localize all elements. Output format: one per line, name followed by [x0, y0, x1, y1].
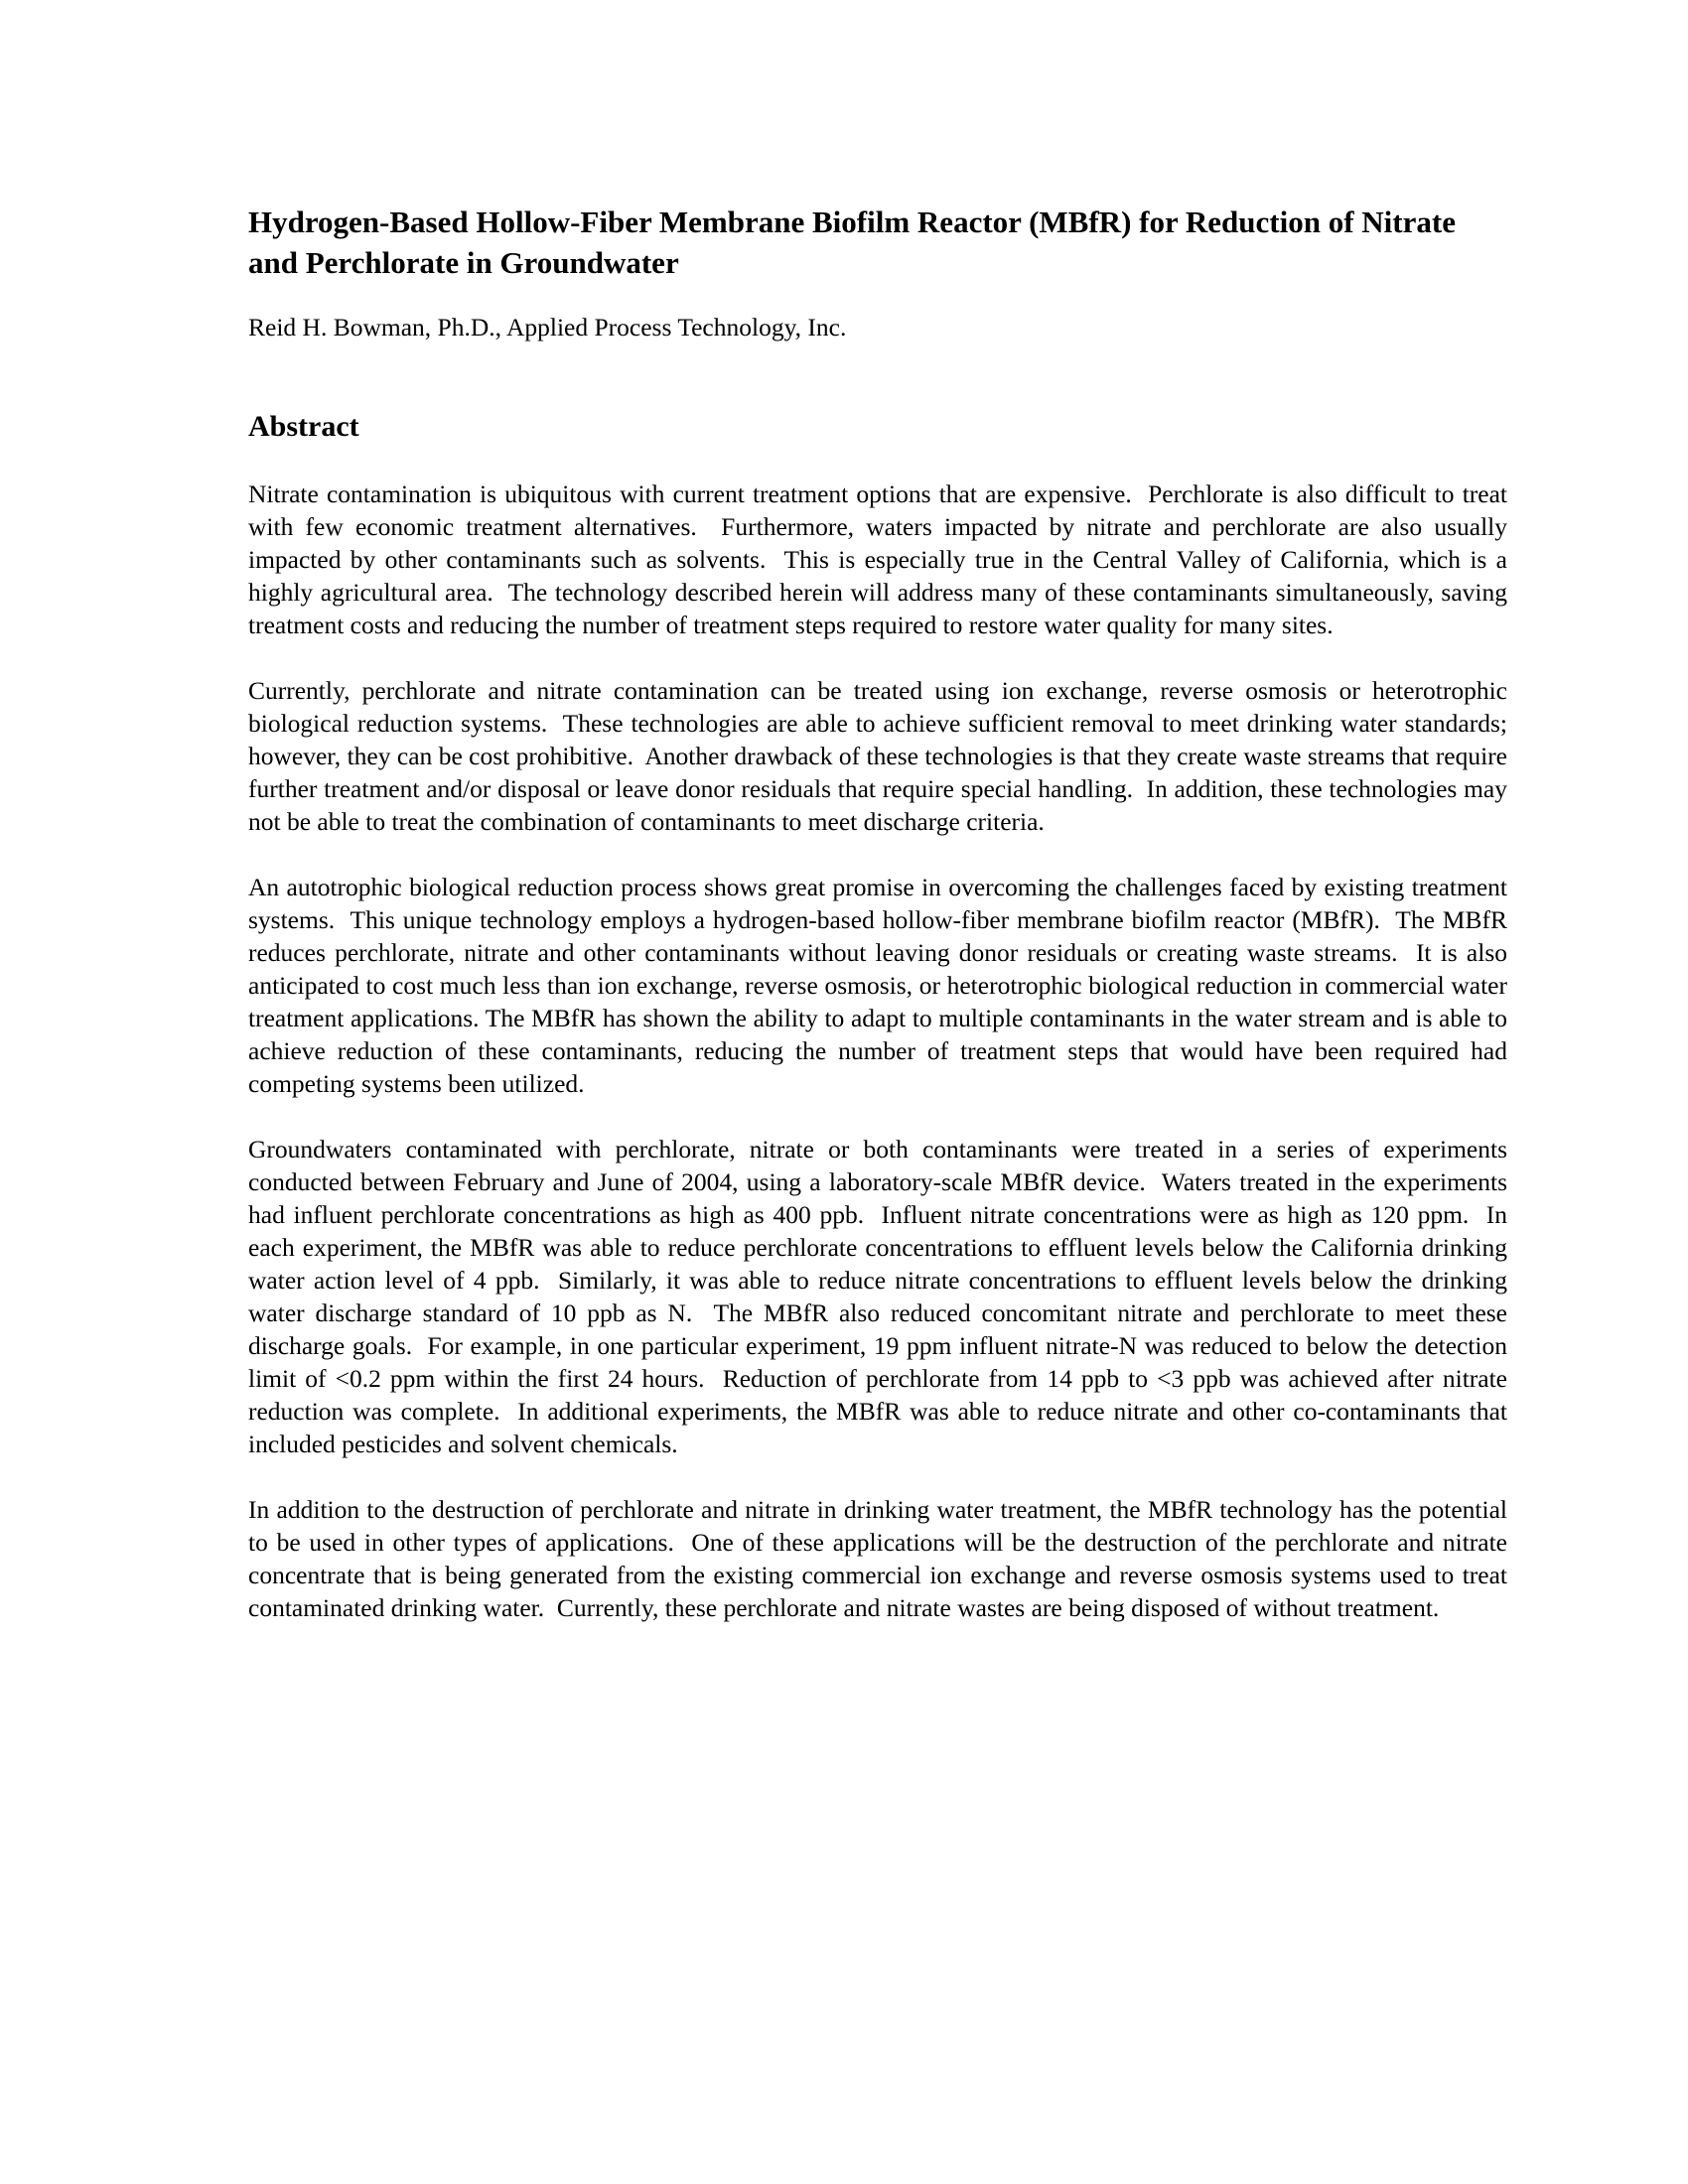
abstract-paragraph-2: Currently, perchlorate and nitrate contamination can be treated using ion exchange, reverse osmosis or heterotrophic biological reduction systems. These technologies are able to achieve sufficient removal to meet drinking water standards; however, they can be cost prohibitive. Another drawback of these technologies is that they create waste streams that require further treatment and/or disposal or leave donor residuals that require special handling. In addition, these technologies may not be able to treat the combination of contaminants to meet discharge criteria. [248, 676, 1514, 836]
author-line: Reid H. Bowman, Ph.D., Applied Process Technology, Inc. [248, 313, 847, 341]
abstract-paragraph-1: Nitrate contamination is ubiquitous with current treatment options that are expensive. Perchlorate is also difficult to treat with few economic treatment alternatives. Furthermore, waters impacted by nitrate and perchlorate are also usually impacted by other contaminants such as solvents. This is especially true in the Central Valley of California, which is a highly agricultural area. The technology described herein will address many of these contaminants simultaneously, saving treatment costs and reducing the number of treatment steps required to restore water quality for many sites. [248, 479, 1514, 639]
abstract-heading: Abstract [248, 410, 359, 443]
abstract-paragraph-4: Groundwaters contaminated with perchlorate, nitrate or both contaminants were treated in a series of experiments conducted between February and June of 2004, using a laboratory-scale MBfR device. Waters treated in the experiments had influent perchlorate concentrations as high as 400 ppb. Influent nitrate concentrations were as high as 120 ppm. In each experiment, the MBfR was able to reduce perchlorate concentrations to effluent levels below the California drinking water action level of 4 ppb. Similarly, it was able to reduce nitrate concentrations to effluent levels below the drinking water discharge standard of 10 ppb as N. The MBfR also reduced concomitant nitrate and perchlorate to meet these discharge goals. For example, in one particular experiment, 19 ppm influent nitrate-N was reduced to below the detection limit of <0.2 ppm within the first 24 hours. Reduction of perchlorate from 14 ppb to <3 ppb was achieved after nitrate reduction was complete. In additional experiments, the MBfR was able to reduce nitrate and other co-contaminants that included pesticides and solvent chemicals. [248, 1135, 1514, 1458]
abstract-paragraph-3: An autotrophic biological reduction process shows great promise in overcoming the challenges faced by existing treatment systems. This unique technology employs a hydrogen-based hollow-fiber membrane biofilm reactor (MBfR). The MBfR reduces perchlorate, nitrate and other contaminants without leaving donor residuals or creating waste streams. It is also anticipated to cost much less than ion exchange, reverse osmosis, or heterotrophic biological reduction in commercial water treatment applications. The MBfR has shown the ability to adapt to multiple contaminants in the water stream and is able to achieve reduction of these contaminants, reducing the number of treatment steps that would have been required had competing systems been utilized. [248, 873, 1514, 1098]
abstract-paragraph-5: In addition to the destruction of perchlorate and nitrate in drinking water treatment, the MBfR technology has the potential to be used in other types of applications. One of these applications will be the destruction of the perchlorate and nitrate concentrate that is being generated from the existing commercial ion exchange and reverse osmosis systems used to treat contaminated drinking water. Currently, these perchlorate and nitrate wastes are being disposed of without treatment. [248, 1495, 1514, 1622]
page-content [248, 202, 1514, 1624]
paper-title: Hydrogen-Based Hollow-Fiber Membrane Biofilm Reactor (MBfR) for Reduction of Nitrate and Perchlorate in Groundwater [248, 205, 1456, 280]
